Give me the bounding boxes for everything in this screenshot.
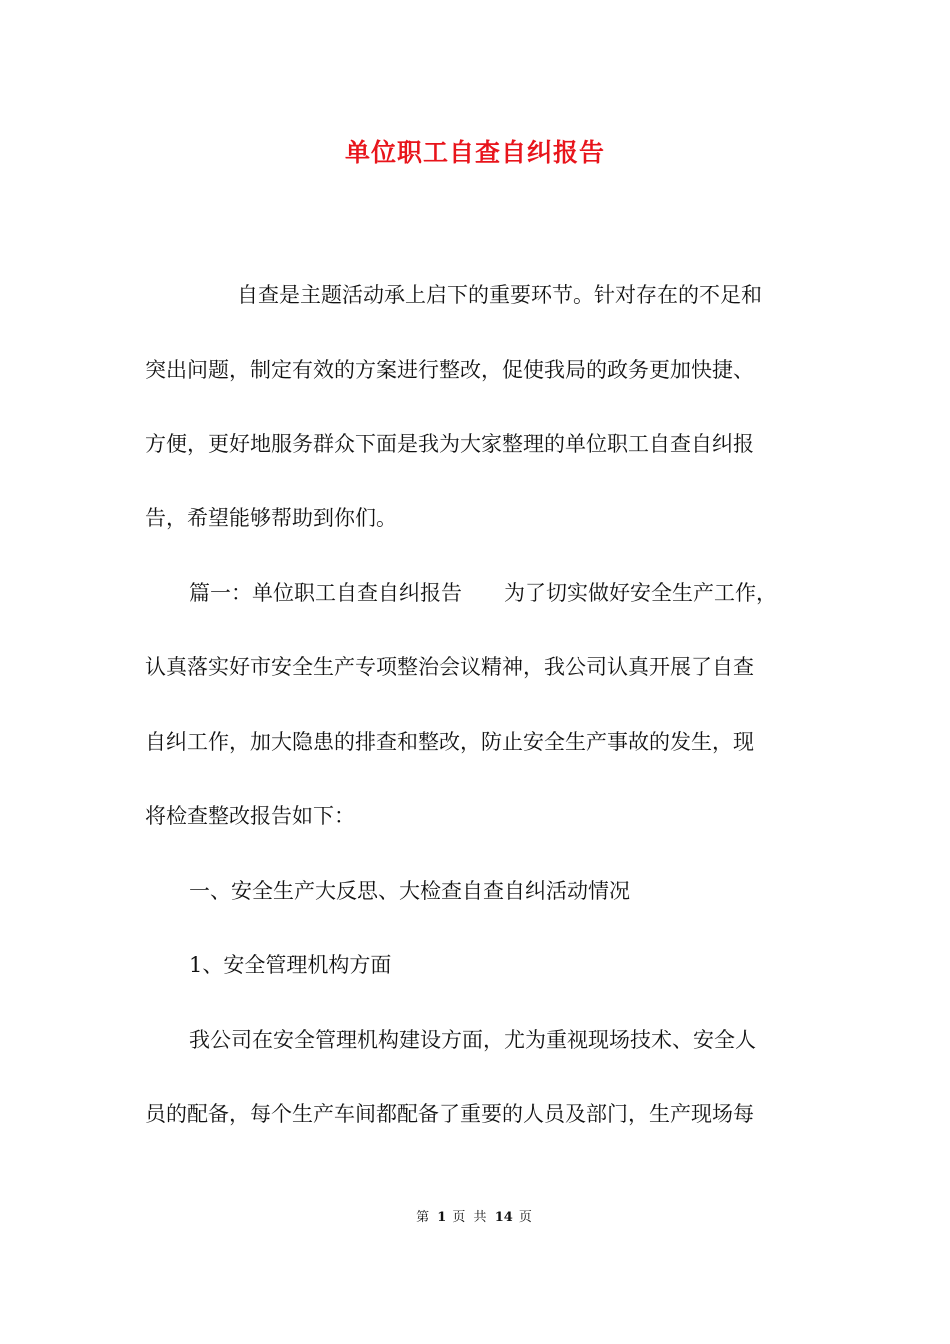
body-line-7: 自纠工作，加大隐患的排查和整改，防止安全生产事故的发生，现 (145, 730, 754, 754)
body-line-11: 我公司在安全管理机构建设方面，尤为重视现场技术、安全人 (189, 1028, 756, 1052)
body-line-3: 方便，更好地服务群众下面是我为大家整理的单位职工自查自纠报 (145, 432, 754, 456)
subsection-heading: 1、安全管理机构方面 (189, 953, 392, 977)
page-footer (0, 1206, 950, 1225)
body-line-4: 告，希望能够帮助到你们。 (145, 506, 397, 530)
body-line-2: 突出问题，制定有效的方案进行整改，促使我局的政务更加快捷、 (145, 358, 754, 382)
body-line-8: 将检查整改报告如下： (145, 804, 355, 828)
body-line-1: 自查是主题活动承上启下的重要环节。针对存在的不足和 (237, 283, 762, 307)
footer-page-number: 1 (437, 1210, 447, 1225)
body-line-5: 篇一：单位职工自查自纠报告 为了切实做好安全生产工作， (189, 581, 777, 605)
footer-total-pages: 14 (494, 1210, 513, 1225)
footer-suffix: 页 (518, 1210, 534, 1225)
footer-middle: 页 共 (452, 1210, 489, 1225)
document-title: 单位职工自查自纠报告 (344, 138, 605, 167)
section-heading: 一、安全生产大反思、大检查自查自纠活动情况 (189, 879, 630, 903)
footer-prefix: 第 (416, 1210, 432, 1225)
body-line-12: 员的配备，每个生产车间都配备了重要的人员及部门，生产现场每 (145, 1102, 754, 1126)
body-line-6: 认真落实好市安全生产专项整治会议精神，我公司认真开展了自查 (145, 655, 754, 679)
